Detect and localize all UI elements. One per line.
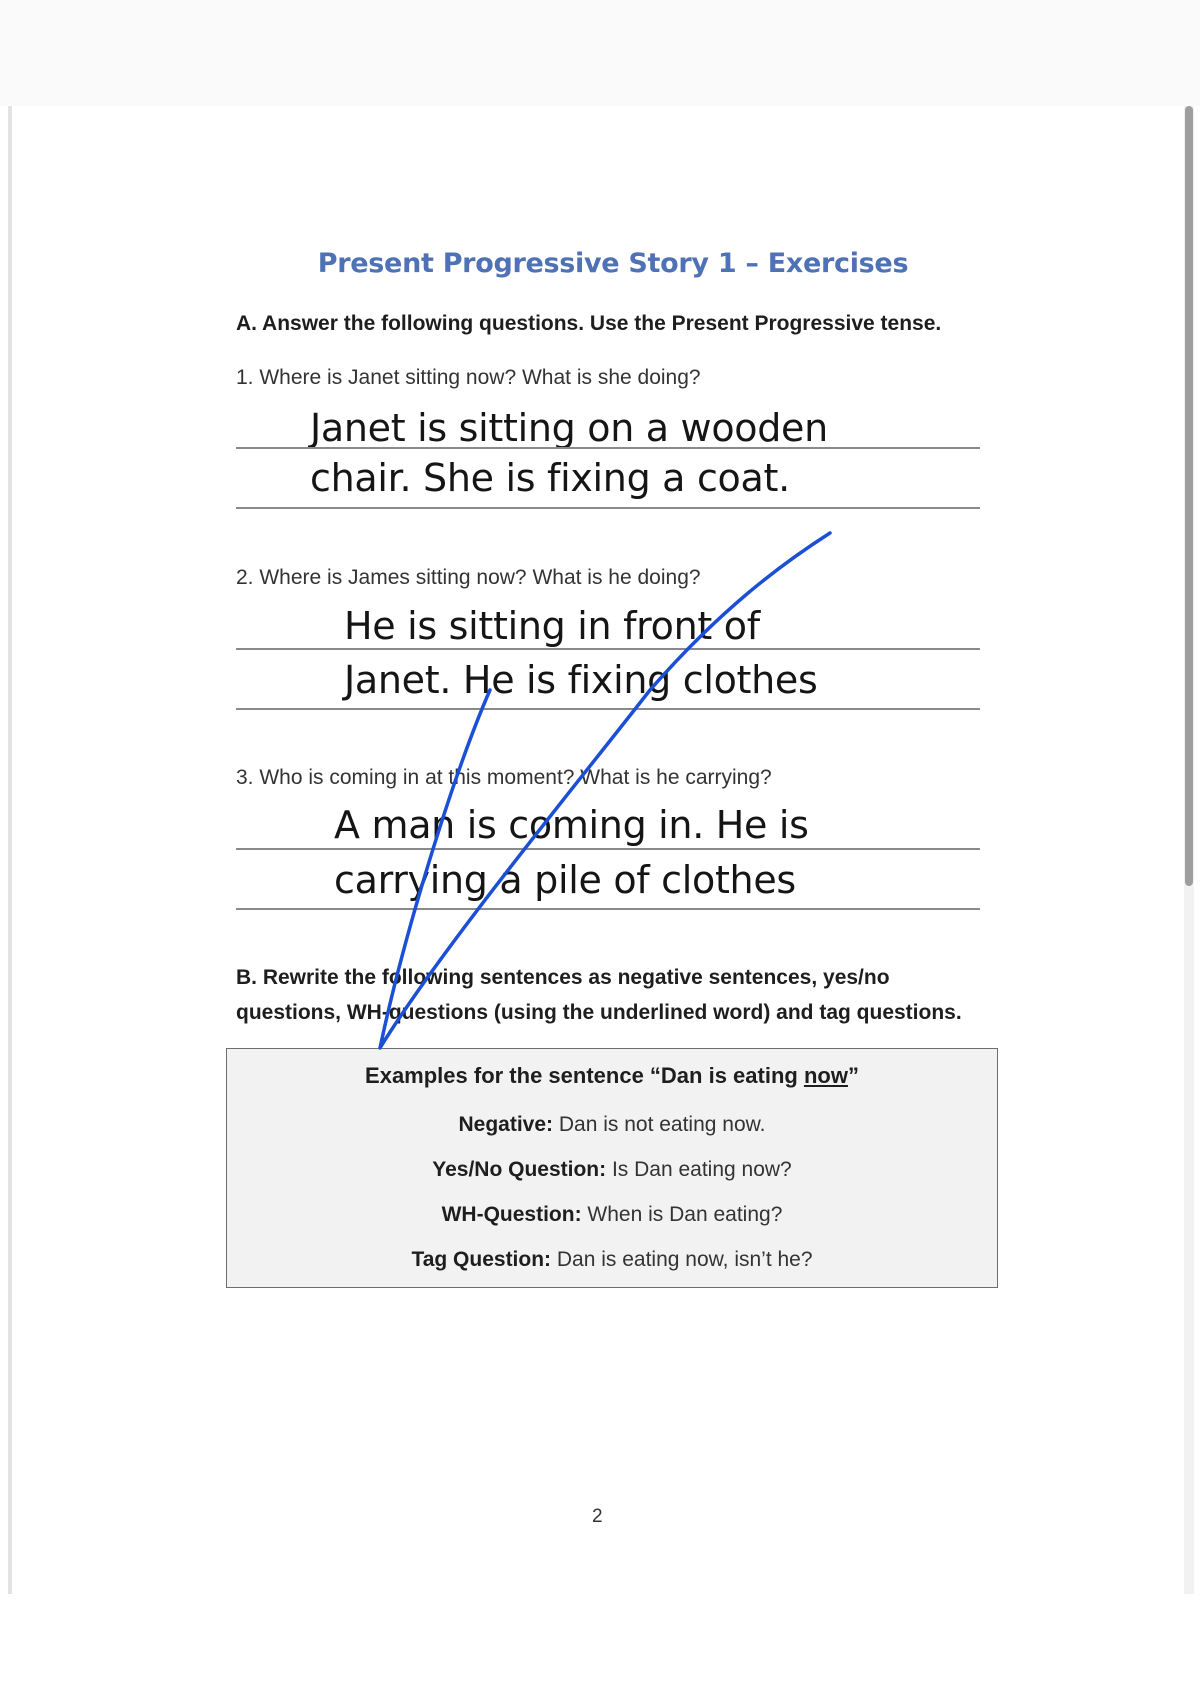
examples-title [227, 1063, 997, 1089]
answer-line [236, 848, 980, 850]
bottom-margin [0, 1594, 1200, 1698]
answer-line [236, 708, 980, 710]
section-a-heading: A. Answer the following questions. Use the Present Progressive tense. [236, 312, 942, 335]
example-text: Dan is not eating now. [553, 1113, 766, 1136]
examples-title-suffix: ” [847, 1063, 859, 1088]
section-b-heading-line-1: B. Rewrite the following sentences as negative sentences, yes/no [236, 966, 890, 989]
question-3: 3. Who is coming in at this moment? What is he carrying? [236, 766, 772, 789]
answer-line [236, 447, 980, 449]
example-label: Tag Question: [411, 1248, 552, 1271]
example-yes-no-question [227, 1158, 997, 1182]
answer-1-line-2: chair. She is fixing a coat. [310, 456, 790, 500]
answer-2-line-1: He is sitting in front of [344, 604, 760, 648]
example-label: Yes/No Question: [432, 1158, 607, 1181]
example-text: Dan is eating now, isn’t he? [551, 1248, 813, 1271]
answer-line [236, 908, 980, 910]
section-b-heading-line-2: questions, WH-questions (using the underlined word) and tag questions. [236, 1001, 962, 1024]
examples-box [226, 1048, 998, 1288]
example-negative [227, 1113, 997, 1137]
scrollbar-thumb[interactable] [1185, 106, 1193, 886]
answer-3-line-1: A man is coming in. He is [334, 803, 809, 847]
answer-line [236, 507, 980, 509]
example-tag-question [227, 1248, 997, 1272]
underlined-word: now [803, 1063, 848, 1088]
example-label: WH-Question: [441, 1203, 582, 1226]
answer-3-line-2: carrying a pile of clothes [334, 858, 796, 902]
examples-title-prefix: Examples for the sentence “Dan is eating [365, 1063, 804, 1088]
question-2: 2. Where is James sitting now? What is he doing? [236, 566, 701, 589]
example-text: When is Dan eating? [581, 1203, 783, 1226]
example-text: Is Dan eating now? [606, 1158, 792, 1181]
page-number: 2 [592, 1506, 603, 1527]
example-label: Negative: [458, 1113, 554, 1136]
top-margin [0, 0, 1200, 106]
answer-1-line-1: Janet is sitting on a wooden [310, 406, 828, 450]
page-title: Present Progressive Story 1 – Exercises [317, 248, 909, 279]
question-1: 1. Where is Janet sitting now? What is she doing? [236, 366, 701, 389]
example-wh-question [227, 1203, 997, 1227]
answer-line [236, 648, 980, 650]
answer-2-line-2: Janet. He is fixing clothes [344, 658, 818, 702]
